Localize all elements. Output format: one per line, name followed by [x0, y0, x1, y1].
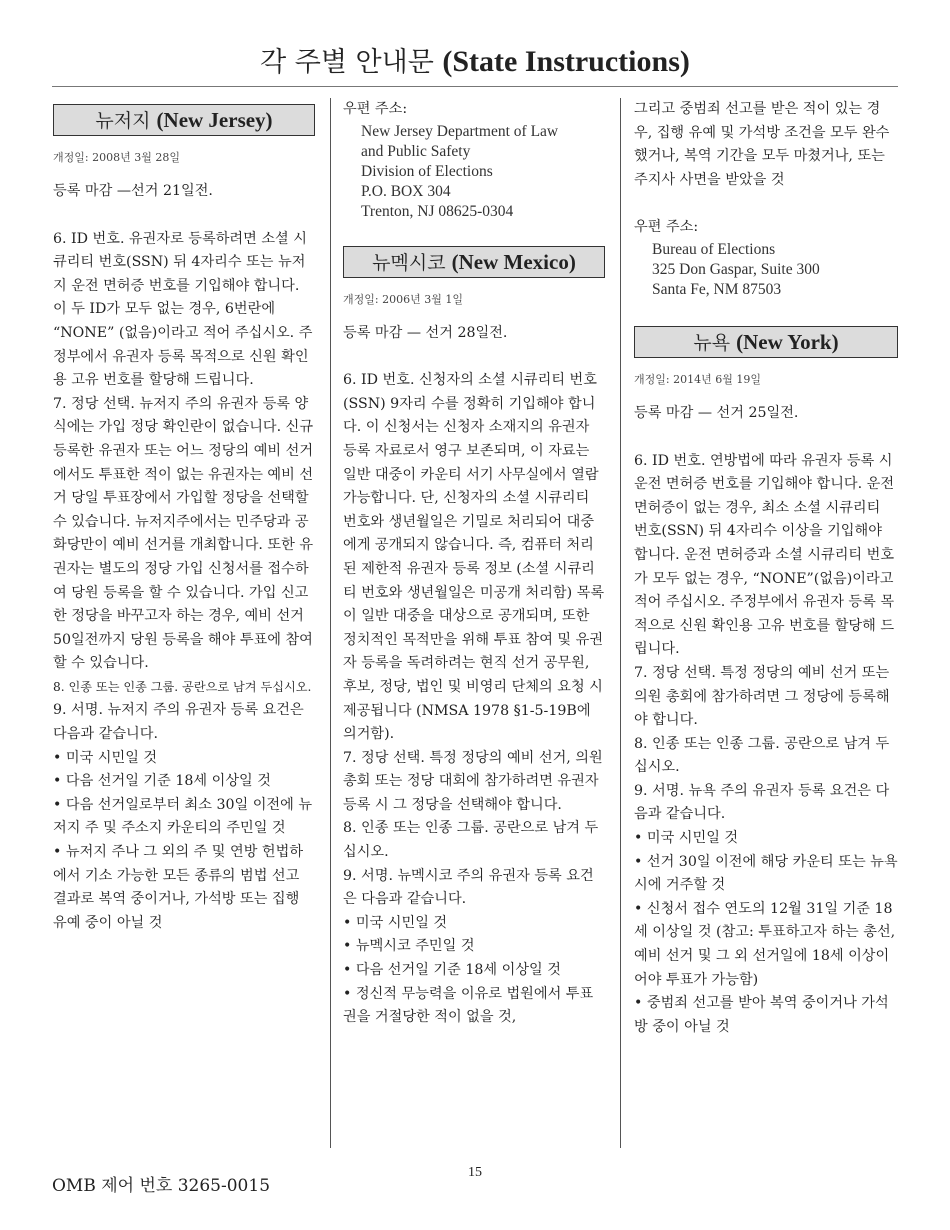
column-new-jersey: [53, 98, 315, 935]
new-mexico-bullet: • 뉴멕시코 주민일 것: [343, 938, 475, 955]
new-jersey-heading-en: (New Jersey): [156, 108, 273, 132]
new-york-item-8: 8. 인종 또는 인종 그룹. 공란으로 남겨 두십시오.: [634, 735, 890, 776]
page-number: 15: [468, 1165, 482, 1180]
new-mexico-revised-date: 개정일: 2006년 3월 1일: [343, 292, 463, 306]
new-mexico-heading-en: (New Mexico): [451, 249, 576, 274]
title-divider: [52, 86, 898, 87]
new-york-bullet: • 미국 시민일 것: [634, 830, 739, 847]
new-mexico-item-7: 7. 정당 선택. 특정 정당의 예비 선거, 의원 총회 또는 정당 대회에 참가하려면 유권자 등록 시 그 정당을 선택해야 합니다.: [343, 749, 603, 813]
new-jersey-heading-ko: 뉴저지: [95, 110, 157, 132]
new-jersey-mail-label: 우편 주소:: [343, 101, 408, 117]
column-divider-2: [620, 98, 621, 1148]
new-york-bullet: • 중범죄 선고를 받아 복역 중이거나 가석방 중이 아닐 것: [634, 995, 889, 1035]
new-mexico-heading-ko: 뉴멕시코: [372, 251, 452, 274]
new-york-bullet: • 선거 30일 이전에 해당 카운티 또는 뉴욕시에 거주할 것: [634, 853, 898, 894]
new-york-revised-date: 개정일: 2014년 6월 19일: [634, 372, 761, 386]
new-york-item-9: 9. 서명. 뉴욕 주의 유권자 등록 요건은 다음과 같습니다.: [634, 782, 890, 823]
new-jersey-item-9: 9. 서명. 뉴저지 주의 유권자 등록 요건은 다음과 같습니다.: [53, 702, 304, 743]
new-mexico-bullet: • 다음 선거일 기준 18세 이상일 것: [343, 962, 561, 979]
new-jersey-bullet: • 다음 선거일로부터 최소 30일 이전에 뉴저지 주 및 주소지 카운티의 주민일 것: [53, 796, 313, 837]
page-title-en: (State Instructions): [442, 45, 690, 78]
new-mexico-deadline: 등록 마감 — 선거 28일전.: [343, 324, 508, 341]
page-title: [0, 40, 950, 79]
address-line: 325 Don Gaspar, Suite 300: [652, 260, 820, 278]
address-line: Santa Fe, NM 87503: [652, 280, 782, 298]
address-line: and Public Safety: [361, 142, 471, 160]
new-jersey-bullet: • 미국 시민일 것: [53, 749, 158, 766]
new-jersey-bullet: • 다음 선거일 기준 18세 이상일 것: [53, 773, 271, 790]
address-line: P.O. BOX 304: [361, 182, 451, 200]
new-york-item-7: 7. 정당 선택. 특정 정당의 예비 선거 또는 의원 총회에 참가하려면 그 정당에 등록해야 합니다.: [634, 664, 890, 729]
new-york-bullet: • 신청서 접수 연도의 12월 31일 기준 18세 이상일 것 (참고: 투표하고자 하는 총선, 예비 선거 및 그 외 선거일에 18세 이상이어야 투표가 가능함): [634, 900, 896, 988]
new-jersey-item-7: 7. 정당 선택. 뉴저지 주의 유권자 등록 양식에는 가입 정당 확인란이 없습니다. 신규 등록한 유권자 또는 어느 정당의 예비 선거에서도 투표한 적이 없는 유권자는 예비 선거 당일 투표장에서 가입할 정당을 선택할 수 있습니다. 뉴저지주에서는 민주당과 공화당만이 예비 선거를 개최합니다. 또한 유권자는 별도의 정당 가입 신청서를 접수하여 당원 등록을 할 수 있습니다. 가입 신고한 정당을 바꾸고자 하는 경우, 예비 선거 50일전까지 당원 등록을 해야 투표에 참여 할 수 있습니다.: [53, 395, 314, 672]
new-mexico-item-9: 9. 서명. 뉴멕시코 주의 유권자 등록 요건은 다음과 같습니다.: [343, 867, 594, 908]
new-mexico-bullet: • 미국 시민일 것: [343, 914, 448, 931]
new-jersey-item-8: 8. 인종 또는 인종 그룹. 공란으로 남겨 두십시오.: [53, 679, 312, 694]
new-york-item-6: 6. ID 번호. 연방법에 따라 유권자 등록 시 운전 면허증 번호를 기입해야 합니다. 운전 면허증이 없는 경우, 최소 소셜 시큐리티 번호(SSN) 뒤 4자리수 이상을 기입해야 합니다. 운전 면허증과 소셜 시큐리티 번호가 모두 없는 경우, “NONE”(없음)이라고 적어 주십시오. 주정부에서 유권자 등록 목적으로 신원 확인용 고유 번호를 할당해 드립니다.: [634, 452, 895, 658]
column-new-york: [634, 98, 898, 1039]
new-york-heading: [634, 326, 898, 358]
page-title-ko: 각 주별 안내문: [260, 47, 443, 78]
new-jersey-deadline: 등록 마감 —선거 21일전.: [53, 183, 213, 199]
new-mexico-mail-address: [634, 240, 898, 300]
new-mexico-continuation: 그리고 중범죄 선고를 받은 적이 있는 경우, 집행 유예 및 가석방 조건을 모두 완수했거나, 복역 기간을 모두 마쳤거나, 또는 주지사 사면을 받았을 것: [634, 101, 890, 188]
new-jersey-mail-address: [343, 122, 605, 222]
omb-control-number: OMB 제어 번호 3265-0015: [52, 1176, 271, 1196]
address-line: Division of Elections: [361, 162, 493, 180]
new-mexico-item-8: 8. 인종 또는 인종 그룹. 공란으로 남겨 두십시오.: [343, 820, 599, 861]
column-new-mexico: [343, 98, 605, 1030]
new-york-heading-en: (New York): [736, 329, 839, 354]
new-jersey-item-6: 6. ID 번호. 유권자로 등록하려면 소셜 시큐리티 번호(SSN) 뒤 4자리수 또는 뉴저지 운전 면허증 번호를 기입해야 합니다. 이 두 ID가 모두 없는 경우, 6번란에 “NONE” (없음)이라고 적어 주십시오. 주정부에서 유권자 등록 목적으로 신원 확인용 고유 번호를 할당해 드립니다.: [53, 230, 313, 389]
address-line: New Jersey Department of Law: [361, 122, 559, 140]
new-mexico-item-6: 6. ID 번호. 신청자의 소셜 시큐리티 번호(SSN) 9자리 수를 정확히 기입해야 합니다. 이 신청서는 신청자 소재지의 유권자 등록 자료로서 영구 보존되며, 이 자료는 일반 대중이 카운티 서기 사무실에서 열람 가능합니다. 단, 신청자의 소셜 시큐리티 번호와 생년월일은 기밀로 처리되어 대중에게 공개되지 않습니다. 즉, 컴퓨터 처리된 제한적 유권자 등록 정보 (소셜 시큐리티 번호와 생년월일은 미공개 처리함) 목록이 일반 대중을 대상으로 공개되며, 또한 정치적인 목적만을 위해 투표 참여 및 유권자 등록을 독려하려는 현직 선거 공무원, 후보, 정당, 법인 및 비영리 단체의 요청 시 제공됩니다 (NMSA 1978 §1-5-19B에 의거함).: [343, 372, 605, 743]
new-mexico-mail-label: 우편 주소:: [634, 219, 699, 236]
new-york-deadline: 등록 마감 — 선거 25일전.: [634, 404, 799, 421]
new-jersey-heading: [53, 104, 315, 136]
new-york-heading-ko: 뉴욕: [693, 331, 737, 354]
new-mexico-heading: [343, 246, 605, 278]
new-jersey-bullet: • 뉴저지 주나 그 외의 주 및 연방 헌법하에서 기소 가능한 모든 종류의 범법 선고 결과로 복역 중이거나, 가석방 또는 집행 유예 중이 아닐 것: [53, 844, 304, 931]
address-line: Bureau of Elections: [652, 240, 776, 258]
new-mexico-bullet: • 정신적 무능력을 이유로 법원에서 투표권을 거절당한 적이 없을 것,: [343, 985, 594, 1026]
column-divider-1: [330, 98, 331, 1148]
new-jersey-revised-date: 개정일: 2008년 3월 28일: [53, 151, 180, 164]
address-line: Trenton, NJ 08625-0304: [361, 202, 514, 220]
